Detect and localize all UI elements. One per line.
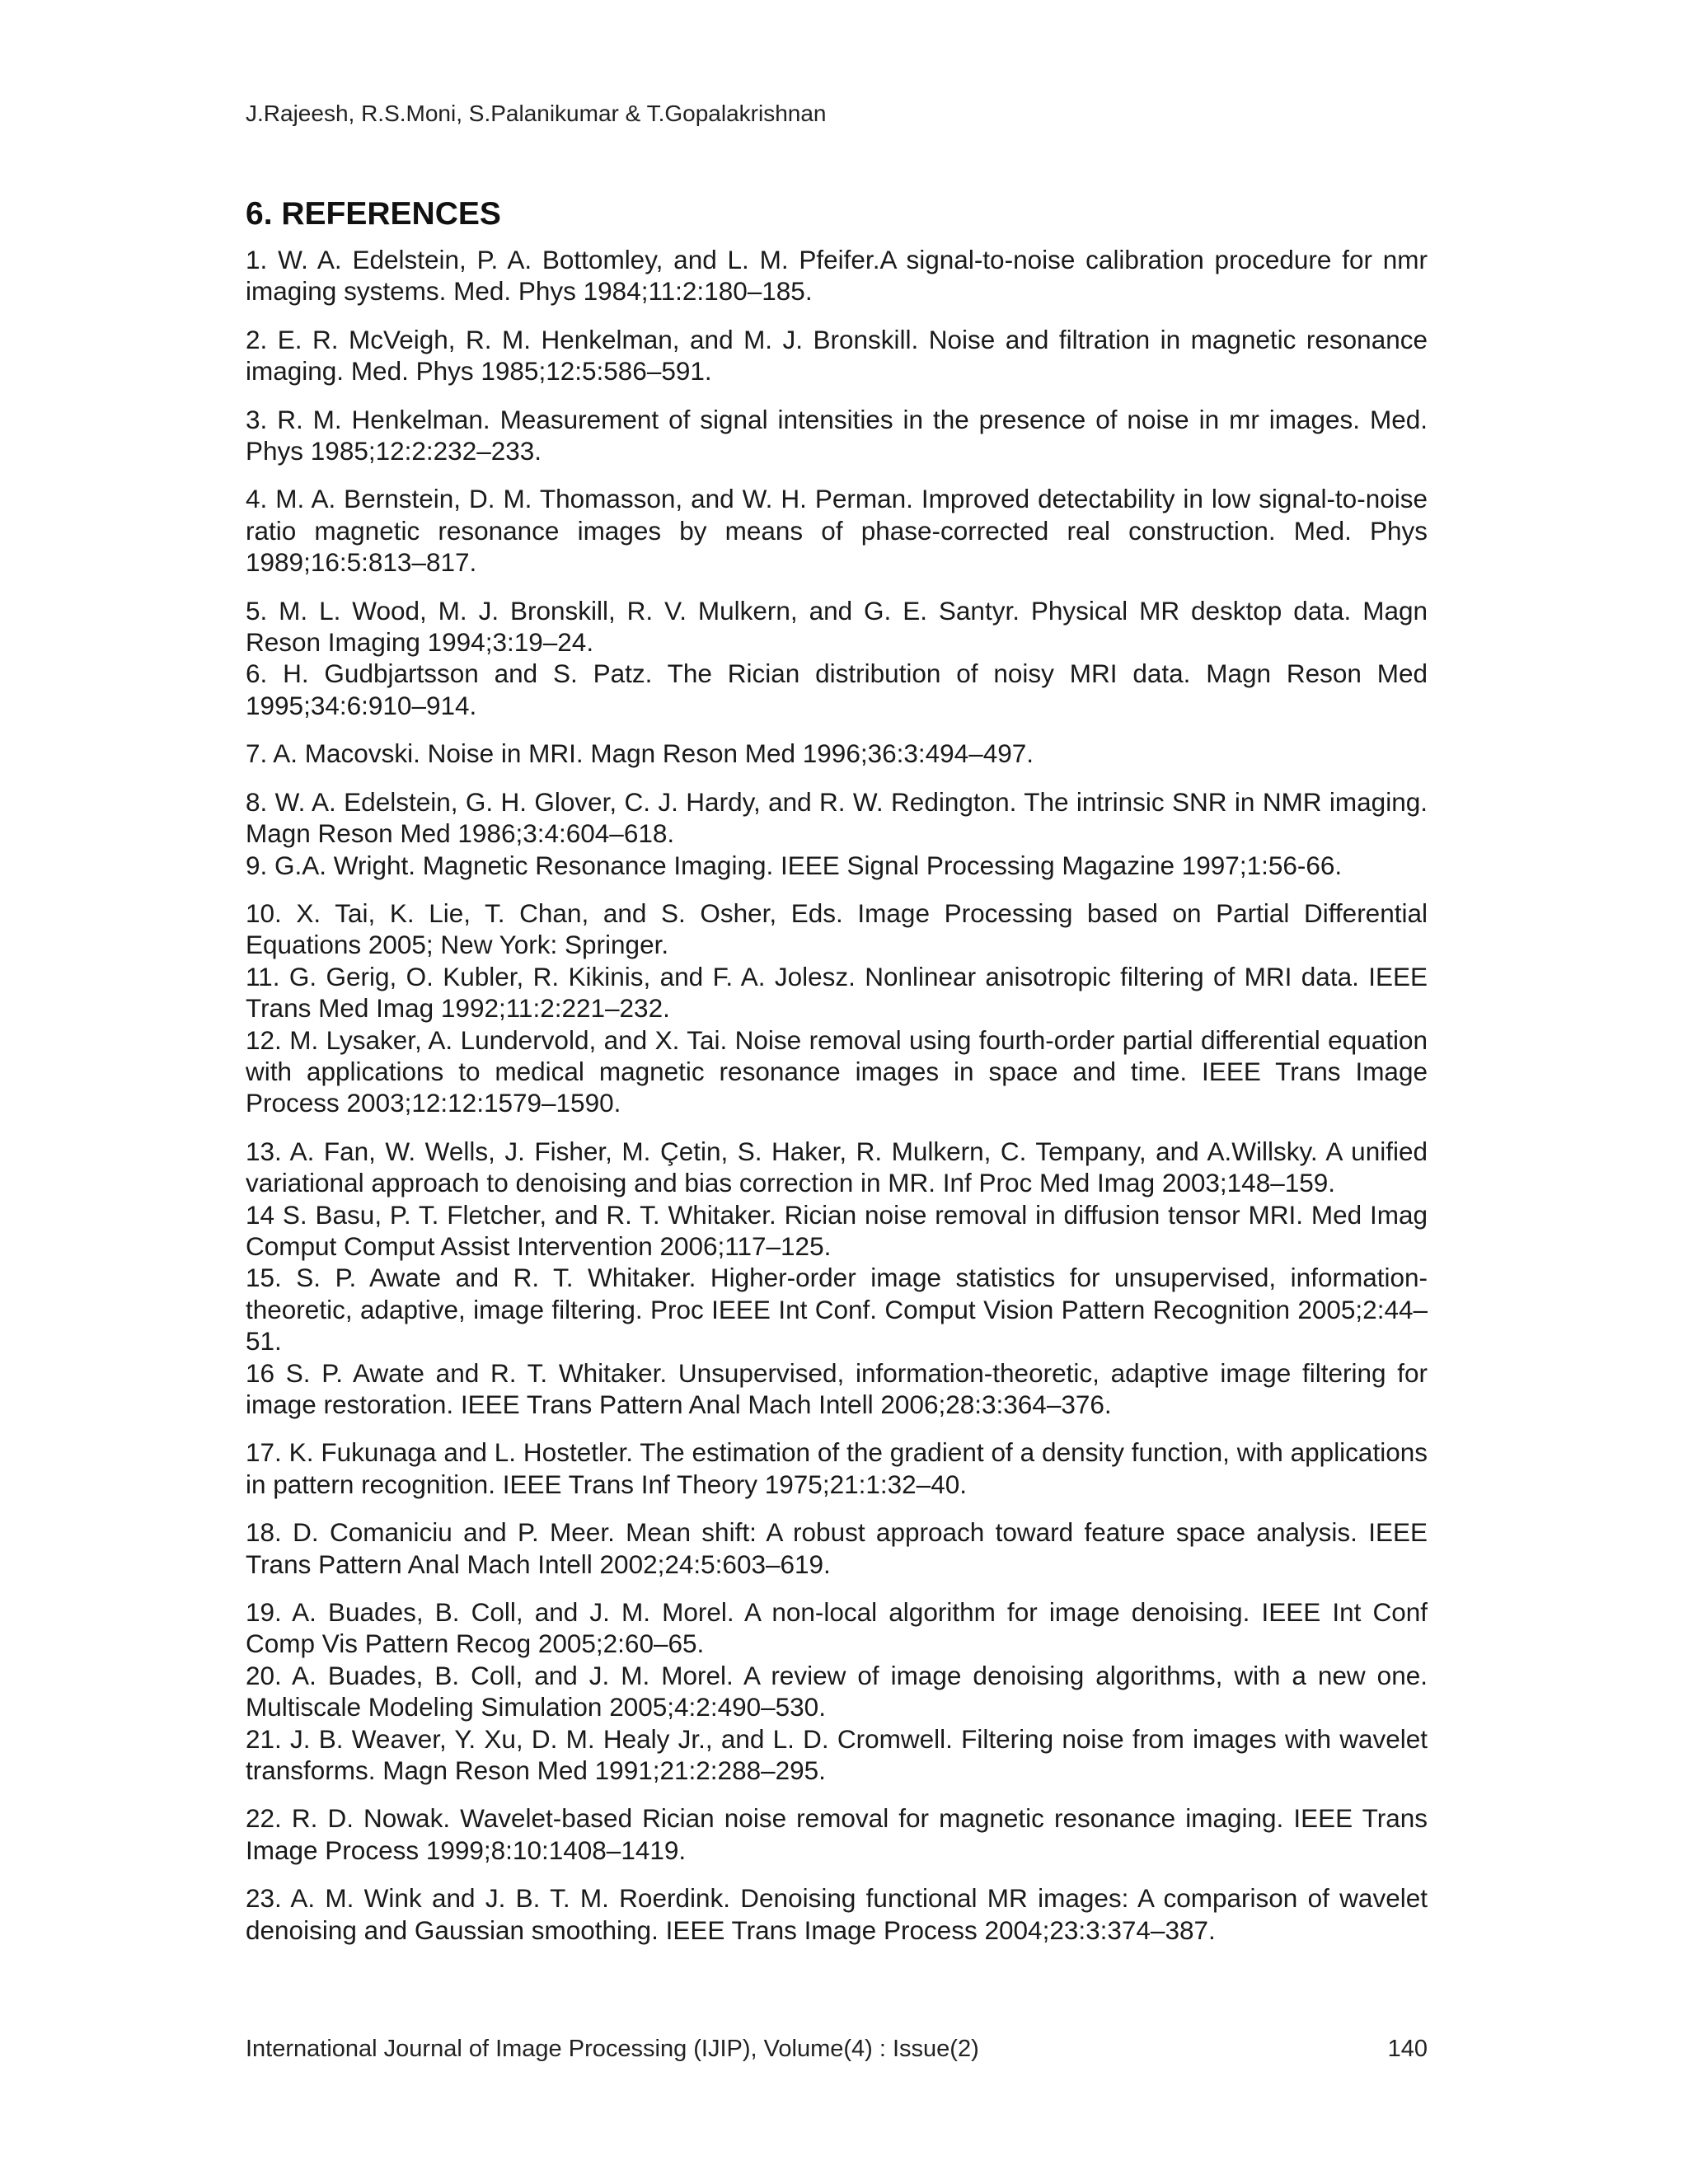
reference-item: 21. J. B. Weaver, Y. Xu, D. M. Healy Jr., and L. D. Cromwell. Filtering noise from images with wavelet transforms. Magn Reson Med 1991;21:2:288–295. <box>246 1723 1428 1786</box>
reference-item: 10. X. Tai, K. Lie, T. Chan, and S. Osher, Eds. Image Processing based on Partial Differential Equations 2005; New York: Springer. <box>246 898 1428 960</box>
reference-item: 12. M. Lysaker, A. Lundervold, and X. Tai. Noise removal using fourth-order partial differential equation with applications to medical magnetic resonance images in space and time. IEEE Trans Image Process 2003;12:12:1579–1590. <box>246 1024 1428 1118</box>
reference-item: 14 S. Basu, P. T. Fletcher, and R. T. Whitaker. Rician noise removal in diffusion tensor MRI. Med Imag Comput Comput Assist Intervention 2006;117–125. <box>246 1199 1428 1261</box>
reference-item: 7. A. Macovski. Noise in MRI. Magn Reson Med 1996;36:3:494–497. <box>246 738 1034 769</box>
reference-item: 15. S. P. Awate and R. T. Whitaker. Higher-order image statistics for unsupervised, information-theoretic, adaptive, image filtering. Proc IEEE Int Conf. Comput Vision Pattern Recognition 2005;2:44–51. <box>246 1263 1428 1357</box>
reference-item: 17. K. Fukunaga and L. Hostetler. The estimation of the gradient of a density function, with applications in pattern recognition. IEEE Trans Inf Theory 1975;21:1:32–40. <box>246 1437 1428 1499</box>
reference-item: 4. M. A. Bernstein, D. M. Thomasson, and W. H. Perman. Improved detectability in low signal-to-noise ratio magnetic resonance images by means of phase-corrected real construction. Med. Phys 1989;16:5:813–817. <box>246 484 1428 578</box>
reference-item: 18. D. Comaniciu and P. Meer. Mean shift: A robust approach toward feature space analysis. IEEE Trans Pattern Anal Mach Intell 2002;24:5:603–619. <box>246 1517 1428 1579</box>
page-footer <box>246 2034 1428 2064</box>
reference-item: 16 S. P. Awate and R. T. Whitaker. Unsupervised, information-theoretic, adaptive image filtering for image restoration. IEEE Trans Pattern Anal Mach Intell 2006;28:3:364–376. <box>246 1357 1428 1419</box>
section-title: 6. REFERENCES <box>246 196 501 232</box>
reference-item: 6. H. Gudbjartsson and S. Patz. The Rician distribution of noisy MRI data. Magn Reson Med 1995;34:6:910–914. <box>246 658 1428 720</box>
reference-item: 13. A. Fan, W. Wells, J. Fisher, M. Çetin, S. Haker, R. Mulkern, C. Tempany, and A.Willsky. A unified variational approach to denoising and bias correction in MR. Inf Proc Med Imag 2003;148–159. <box>246 1136 1428 1198</box>
reference-item: 23. A. M. Wink and J. B. T. M. Roerdink. Denoising functional MR images: A comparison of wavelet denoising and Gaussian smoothing. IEEE Trans Image Process 2004;23:3:374–387. <box>246 1883 1428 1945</box>
reference-item: 2. E. R. McVeigh, R. M. Henkelman, and M. J. Bronskill. Noise and filtration in magnetic resonance imaging. Med. Phys 1985;12:5:586–591. <box>246 324 1428 387</box>
page-number: 140 <box>1387 2036 1428 2062</box>
reference-item: 22. R. D. Nowak. Wavelet-based Rician noise removal for magnetic resonance imaging. IEEE Trans Image Process 1999;8:10:1408–1419. <box>246 1803 1428 1865</box>
reference-item: 3. R. M. Henkelman. Measurement of signal intensities in the presence of noise in mr images. Med. Phys 1985;12:2:232–233. <box>246 404 1428 466</box>
reference-item: 11. G. Gerig, O. Kubler, R. Kikinis, and F. A. Jolesz. Nonlinear anisotropic filtering of MRI data. IEEE Trans Med Imag 1992;11:2:221–232. <box>246 961 1428 1024</box>
reference-item: 1. W. A. Edelstein, P. A. Bottomley, and L. M. Pfeifer.A signal-to-noise calibration procedure for nmr imaging systems. Med. Phys 1984;11:2:180–185. <box>246 245 1428 307</box>
reference-list <box>246 244 1428 1946</box>
reference-item: 9. G.A. Wright. Magnetic Resonance Imaging. IEEE Signal Processing Magazine 1997;1:56-66. <box>246 850 1343 880</box>
reference-item: 5. M. L. Wood, M. J. Bronskill, R. V. Mulkern, and G. E. Santyr. Physical MR desktop data. Magn Reson Imaging 1994;3:19–24. <box>246 595 1428 658</box>
running-head-authors: J.Rajeesh, R.S.Moni, S.Palanikumar & T.Gopalakrishnan <box>246 101 827 126</box>
footer-journal: International Journal of Image Processing (IJIP), Volume(4) : Issue(2) <box>246 2036 979 2062</box>
reference-item: 20. A. Buades, B. Coll, and J. M. Morel. A review of image denoising algorithms, with a new one. Multiscale Modeling Simulation 2005;4:2:490–530. <box>246 1660 1428 1722</box>
reference-item: 8. W. A. Edelstein, G. H. Glover, C. J. Hardy, and R. W. Redington. The intrinsic SNR in NMR imaging. Magn Reson Med 1986;3:4:604–618. <box>246 786 1428 849</box>
reference-item: 19. A. Buades, B. Coll, and J. M. Morel. A non-local algorithm for image denoising. IEEE Int Conf Comp Vis Pattern Recog 2005;2:60–65. <box>246 1597 1428 1659</box>
